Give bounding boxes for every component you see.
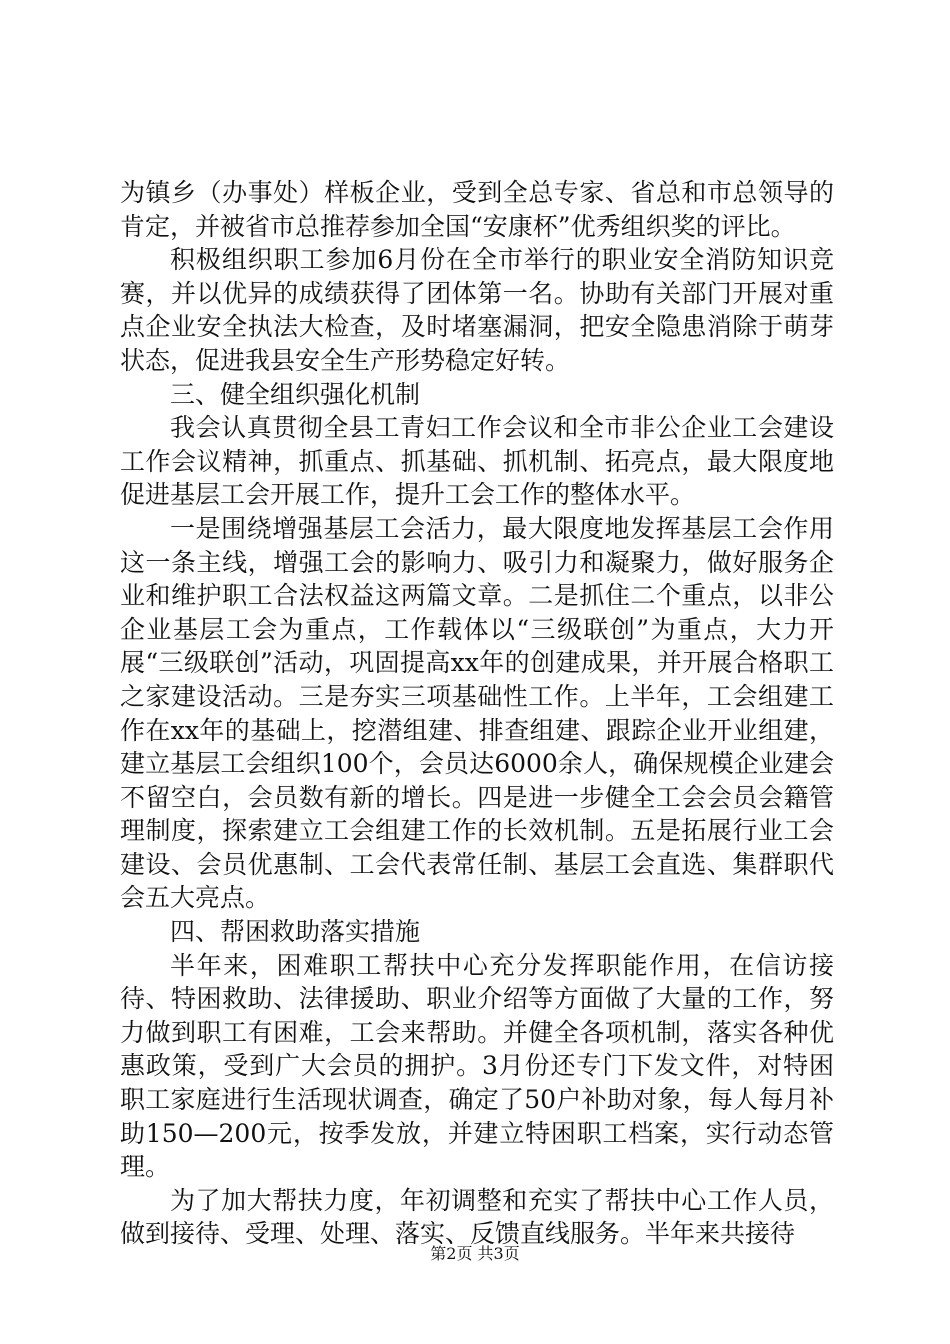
paragraph-safety-contest: 积极组织职工参加6月份在全市举行的职业安全消防知识竞赛，并以优异的成绩获得了团体第一名。协助有关部门开展对重点企业安全执法大检查，及时堵塞漏洞，把安全隐患消除于萌芽状态，促进我县安全生产形势稳定好转。 — [120, 245, 834, 375]
paragraph-key-points: 一是围绕增强基层工会活力，最大限度地发挥基层工会作用这一条主线，增强工会的影响力、吸引力和凝聚力，做好服务企业和维护职工合法权益这两篇文章。二是抓住二个重点，以非公企业基层工会为重点，工作载体以“三级联创”为重点，大力开展“三级联创”活动，巩固提高xx年的创建成果，并开展合格职工之家建设活动。三是夯实三项基础性工作。上半年，工会组建工作在xx年的基础上，挖潜组建、排查组建、跟踪企业开业组建，建立基层工会组织100个，会员达6000余人，确保规模企业建会不留空白，会员数有新的增长。四是进一步健全工会会员会籍管理制度，探索建立工会组建工作的长效机制。五是拓展行业工会建设、会员优惠制、工会代表常任制、基层工会直选、集群职代会五大亮点。 — [120, 513, 834, 913]
page-number-footer: 第2页 共3页 — [430, 1244, 520, 1263]
section-heading-3: 三、健全组织强化机制 — [170, 379, 421, 409]
paragraph-assistance-center: 半年来，困难职工帮扶中心充分发挥职能作用，在信访接待、特困救助、法律援助、职业介绍等方面做了大量的工作，努力做到职工有困难，工会来帮助。并健全各项机制，落实各种优惠政策，受到广大会员的拥护。3月份还专门下发文件，对特困职工家庭进行生活现状调查，确定了50户补助对象，每人每月补助150—200元，按季发放，并建立特困职工档案，实行动态管理。 — [120, 950, 834, 1182]
paragraph-meeting-spirit: 我会认真贯彻全县工青妇工作会议和全市非公企业工会建设工作会议精神，抓重点、抓基础、抓机制、拓亮点，最大限度地促进基层工会开展工作，提升工会工作的整体水平。 — [120, 413, 834, 510]
section-heading-4: 四、帮困救助落实措施 — [170, 917, 421, 947]
document-body — [120, 176, 834, 1251]
paragraph-continuation: 为镇乡（办事处）样板企业，受到全总专家、省总和市总领导的肯定，并被省市总推荐参加全国“安康杯”优秀组织奖的评比。 — [120, 178, 834, 241]
paragraph-assistance-staff: 为了加大帮扶力度，年初调整和充实了帮扶中心工作人员，做到接待、受理、处理、落实、反馈直线服务。半年来共接待 — [120, 1185, 834, 1249]
